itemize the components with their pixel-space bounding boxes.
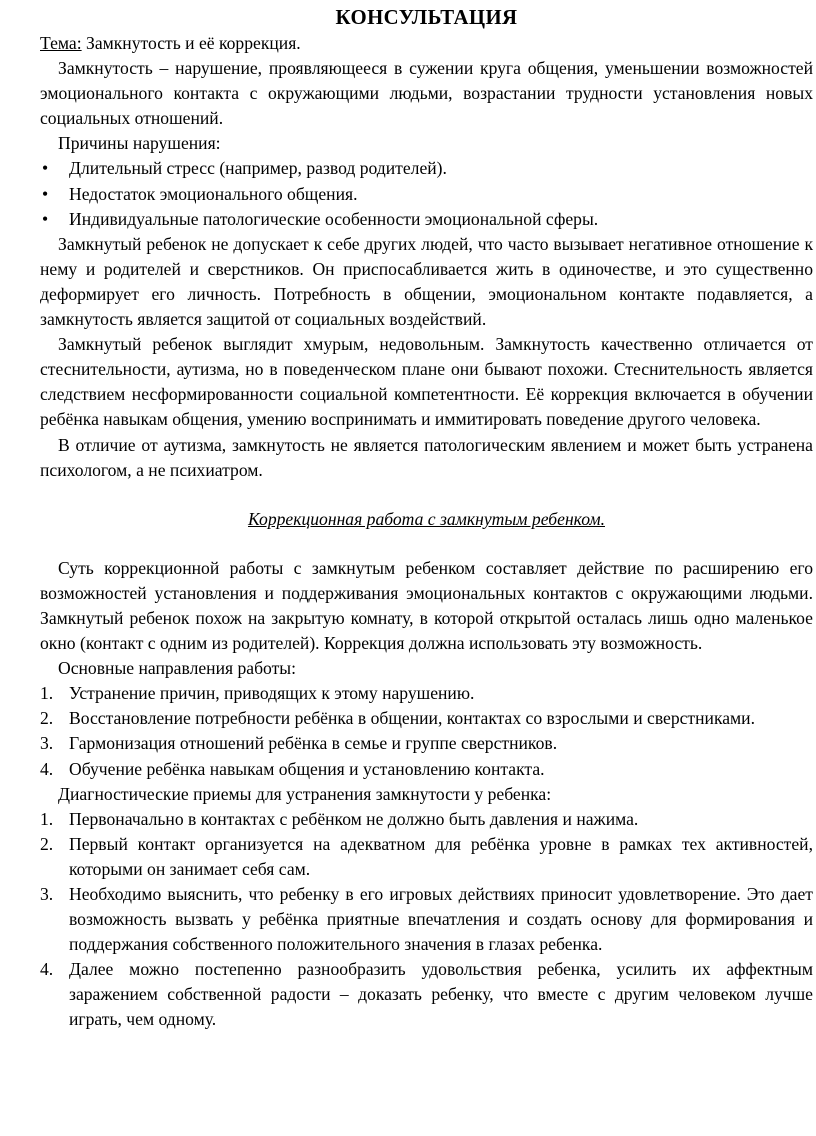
list-number: 2. [40, 833, 54, 854]
list-item [40, 207, 813, 232]
list-item-text: Обучение ребёнка навыкам общения и установлению контакта. [69, 758, 545, 779]
list-number: 2. [40, 708, 54, 729]
diagnostics-heading: Диагностические приемы для устранения замкнутости у ребенка: [58, 783, 552, 804]
list-number: 4. [40, 758, 54, 779]
list-item-text: Первый контакт организуется на адекватном для ребёнка уровне в рамках тех активностей, которыми он занимает себя сам. [69, 833, 813, 879]
list-item-text: Гармонизация отношений ребёнка в семье и группе сверстников. [69, 733, 558, 754]
list-item [40, 957, 813, 1032]
causes-heading: Причины нарушения: [58, 133, 221, 154]
bullet-icon: • [42, 183, 49, 204]
bullet-icon: • [42, 208, 49, 229]
list-item-text: Первоначально в контактах с ребёнком не должно быть давления и нажима. [69, 808, 639, 829]
list-item-text: Устранение причин, приводящих к этому нарушению. [69, 683, 475, 704]
list-number: 4. [40, 959, 54, 980]
body-paragraph: Замкнутый ребенок выглядит хмурым, недовольным. Замкнутость качественно отличается от стеснительности, аутизма, но в поведенческом плане они бывают похожи. Стеснительность является следствием несформированности социальной компетентности. Её коррекция включается в обучении ребёнка навыкам общения, умению воспринимать и иммитировать поведение другого человека. [40, 334, 813, 430]
causes-list [40, 156, 813, 231]
list-item-text: Далее можно постепенно разнообразить удовольствия ребенка, усилить их аффектным заражением собственной радости – доказать ребенку, что вместе с другим человеком лучше играть, чем одному. [69, 959, 813, 1030]
list-item [40, 681, 813, 706]
list-item [40, 706, 813, 731]
list-item-text: Необходимо выяснить, что ребенку в его игровых действиях приносит удовлетворение. Это дает возможность вызвать у ребёнка приятные впечатления и создать основу для формирования и поддержания собственного положительного значения в глазах ребенка. [69, 884, 813, 955]
list-item [40, 182, 813, 207]
list-number: 1. [40, 808, 54, 829]
list-item [40, 882, 813, 957]
topic-text: Замкнутость и её коррекция. [81, 33, 301, 53]
list-item-text: Длительный стресс (например, развод родителей). [69, 158, 447, 179]
directions-list [40, 681, 813, 781]
topic-line [40, 31, 813, 56]
list-item [40, 156, 813, 181]
directions-heading: Основные направления работы: [58, 658, 296, 679]
body-paragraph: Замкнутый ребенок не допускает к себе других людей, что часто вызывает негативное отношение к нему и родителей и сверстников. Он приспосабливается жить в одиночестве, и это существенно деформирует его личность. Потребность в общении, эмоциональном контакте подавляется, а замкнутость является защитой от социальных воздействий. [40, 233, 813, 330]
intro-paragraph: Замкнутость – нарушение, проявляющееся в сужении круга общения, уменьшении возможностей эмоционального контакта с окружающими людьми, возрастании трудности установления новых социальных отношений. [40, 58, 813, 129]
diagnostics-list [40, 807, 813, 1033]
list-item-text: Восстановление потребности ребёнка в общении, контактах со взрослыми и сверстниками. [69, 708, 755, 729]
list-number: 3. [40, 884, 54, 904]
section-paragraph: Суть коррекционной работы с замкнутым ребенком составляет действие по расширению его возможностей установления и поддерживания эмоциональных контактов с окружающими людьми. Замкнутый ребенок похож на закрытую комнату, в которой открытой осталась лишь одно маленькое окно (контакт с одним из родителей). Коррекция должна использовать эту возможность. [40, 557, 813, 654]
list-item [40, 832, 813, 882]
list-number: 3. [40, 733, 54, 754]
bullet-icon: • [42, 158, 49, 179]
body-paragraph: В отличие от аутизма, замкнутость не является патологическим явлением и может быть устранена психологом, а не психиатром. [40, 434, 813, 480]
list-item [40, 757, 813, 782]
document-title: КОНСУЛЬТАЦИЯ [335, 6, 518, 29]
list-item [40, 807, 813, 832]
list-number: 1. [40, 683, 54, 704]
section-title: Коррекционная работа с замкнутым ребенком. [248, 508, 605, 529]
list-item-text: Индивидуальные патологические особенности эмоциональной сферы. [69, 208, 599, 229]
list-item-text: Недостаток эмоционального общения. [69, 183, 358, 204]
topic-label: Тема: [40, 33, 82, 53]
list-item [40, 731, 813, 756]
